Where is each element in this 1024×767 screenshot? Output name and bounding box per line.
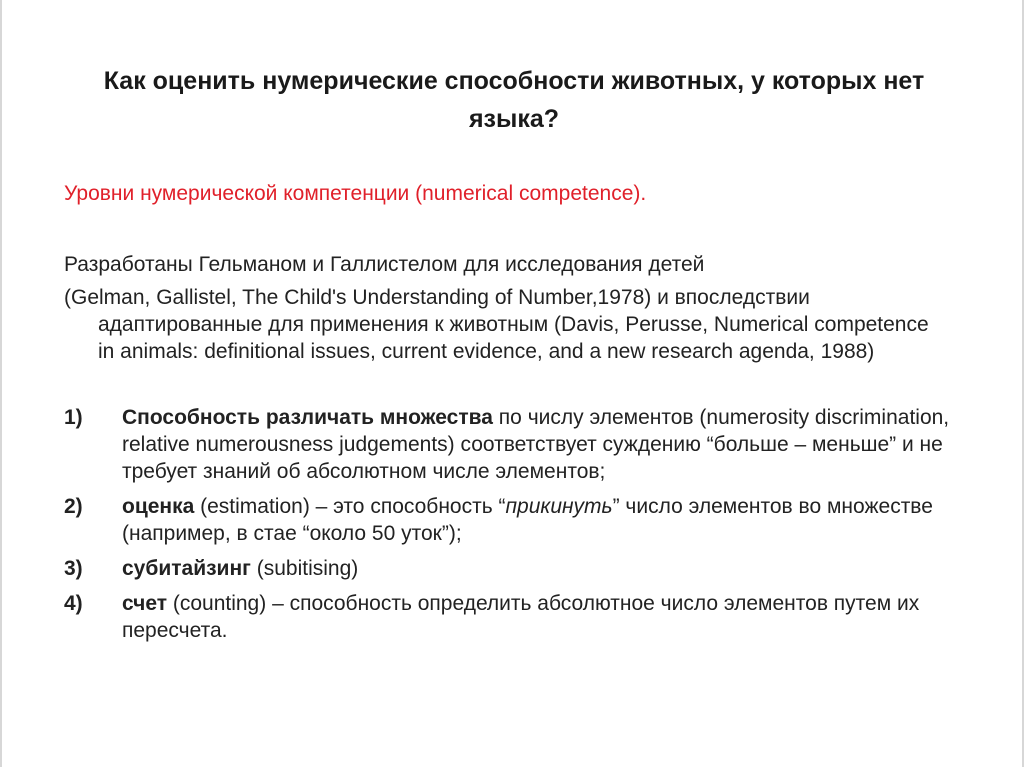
item-number: 3) [64, 557, 83, 580]
item-term: оценка [122, 495, 195, 518]
item-italic-word: прикинуть [505, 495, 613, 518]
item-term: счет [122, 592, 168, 615]
item-number: 4) [64, 592, 83, 615]
item-term: Способность различать множества [122, 406, 493, 429]
intro-block [64, 251, 944, 365]
slide-title: Как оценить нумерические способности животных, у которых нет языка? [103, 67, 925, 133]
intro-line: Разработаны Гельманом и Галлистелом для исследования детей [64, 253, 705, 276]
competence-levels-list [64, 404, 964, 652]
item-description-end: ” число элементов во множестве (например, в стае “около 50 уток”); [122, 495, 933, 545]
list-item [64, 404, 964, 485]
item-description-start: (estimation) – это способность “ [194, 495, 506, 518]
list-item [64, 493, 964, 547]
slide-subtitle: Уровни нумерической компетенции (numerical competence). [64, 182, 647, 205]
list-item [64, 590, 964, 644]
intro-paragraph: (Gelman, Gallistel, The Child's Understanding of Number,1978) и впоследствии адаптированные для применения к животным (Davis, Perusse, Numerical competence in animals: definitional issues, current evidence, and a new research agenda, 1988) [64, 286, 929, 363]
item-term: субитайзинг [122, 557, 251, 580]
item-number: 1) [64, 406, 83, 429]
item-description: (counting) – способность определить абсолютное число элементов путем их пересчета. [122, 592, 920, 642]
item-description: по числу элементов (numerosity discrimination, relative numerousness judgements) соответствует суждению “больше – меньше” и не требует знаний об абсолютном числе элементов; [122, 406, 950, 483]
item-description: (subitising) [250, 557, 359, 580]
item-number: 2) [64, 495, 83, 518]
list-item [64, 555, 964, 582]
